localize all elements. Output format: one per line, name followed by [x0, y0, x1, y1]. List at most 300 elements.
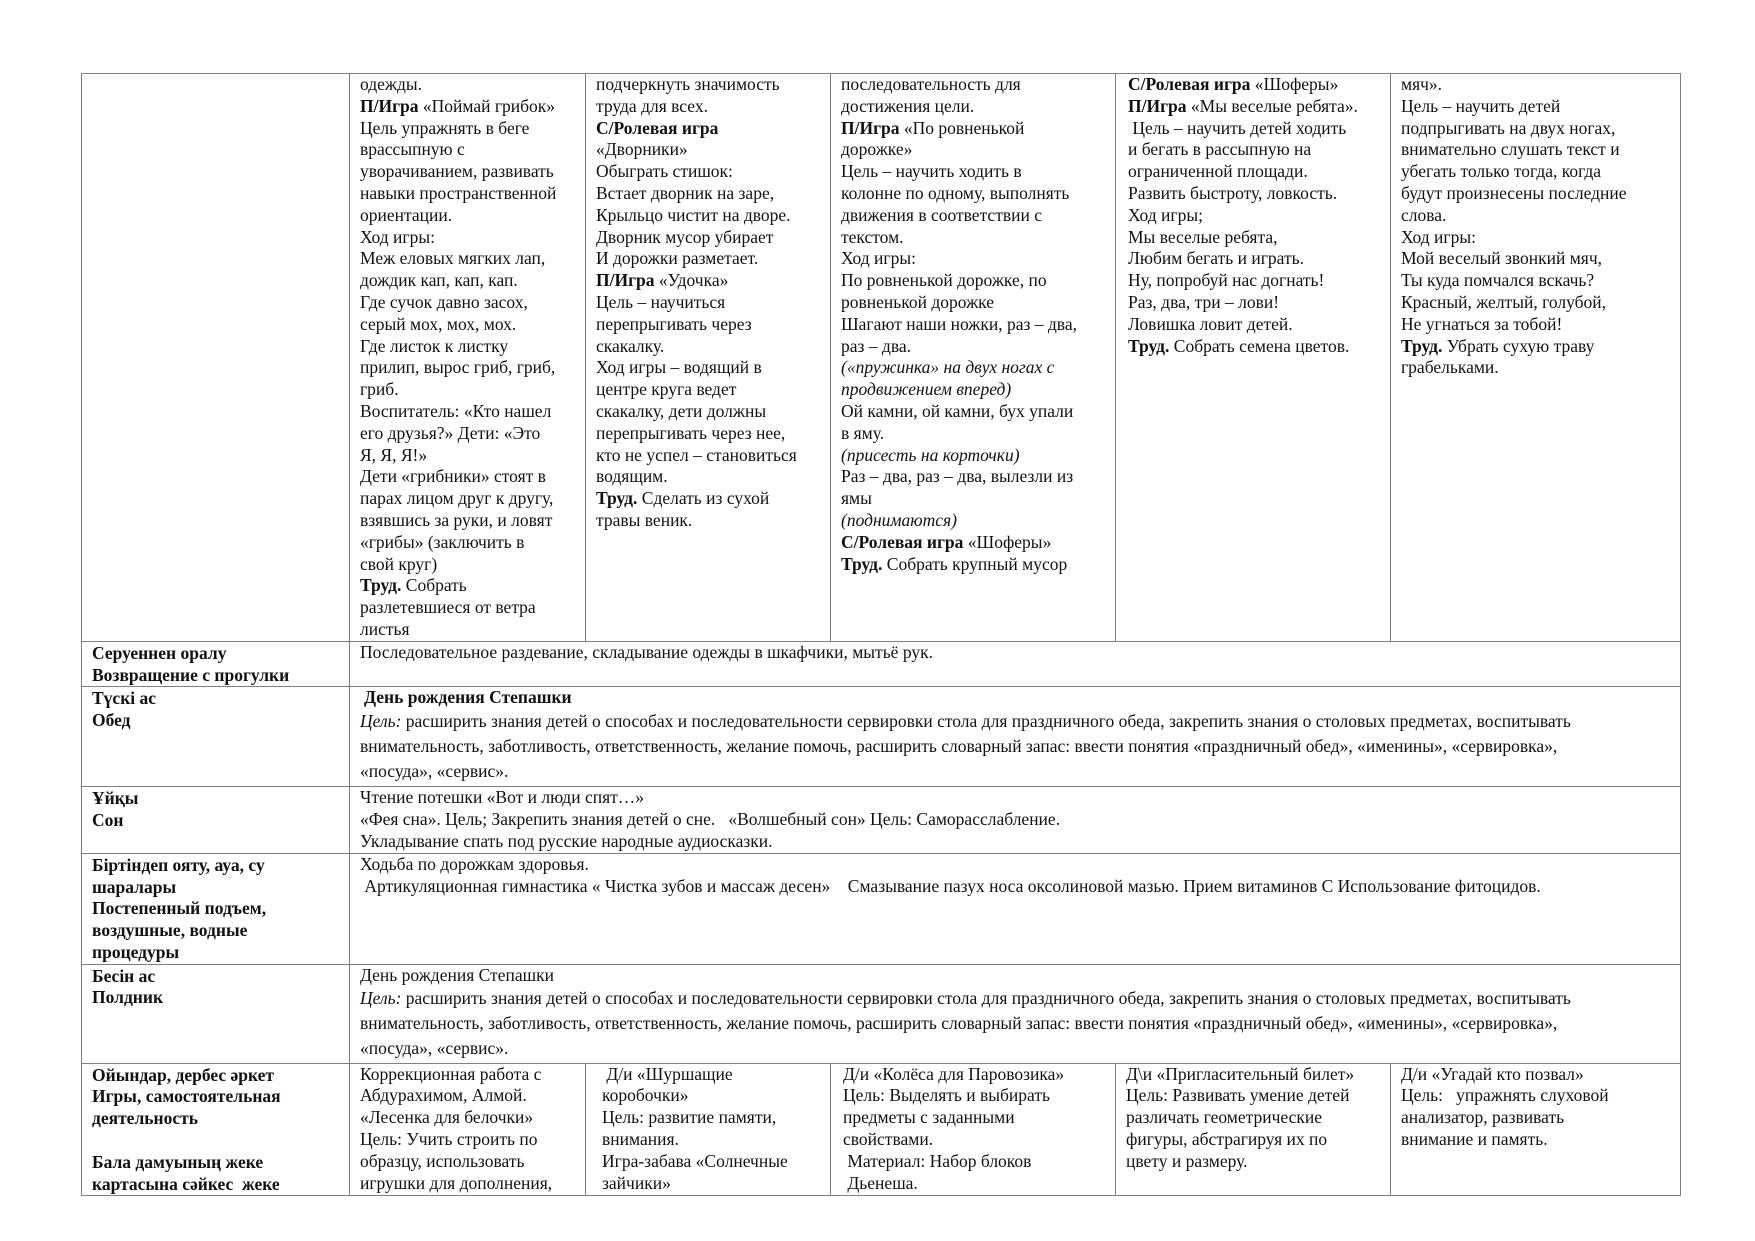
line-text: ямы — [841, 488, 872, 509]
text-line: Абдурахимом, Алмой. — [360, 1085, 527, 1106]
text-line — [1401, 314, 1670, 336]
line-text: «По ровненькой — [899, 117, 1025, 138]
walk-col-5 — [1391, 74, 1681, 642]
line-text: Где листок к листку — [360, 335, 509, 356]
walk-row — [82, 74, 1681, 642]
text-line — [1128, 183, 1380, 205]
line-text: «Дворники» — [596, 139, 688, 160]
text-line — [596, 292, 820, 314]
text-line: образцу, использовать — [360, 1150, 525, 1171]
snack-goal-text: расширить знания детей о способах и последовательности сервировки стола для праздничного обеда, закрепить знания о столовых предметах, воспитывать — [401, 988, 1571, 1009]
text-line — [841, 401, 1105, 423]
text-line: игрушки для дополнения, — [360, 1172, 553, 1193]
text-line: воздушные, водные — [92, 920, 248, 941]
text-line — [360, 423, 575, 445]
bold-label: С/Ролевая игра — [596, 117, 719, 138]
text-line: Д/и «Угадай кто позвал» — [1401, 1063, 1584, 1084]
line-text: Цель – научить детей — [1401, 95, 1561, 116]
sleep-row — [82, 787, 1681, 853]
line-text: «Мы веселые ребята». — [1186, 95, 1358, 116]
line-text: Мы веселые ребята, — [1128, 226, 1278, 247]
text-line: Цель: упражнять слуховой — [1401, 1085, 1609, 1106]
return-label-ru: Возвращение с прогулки — [92, 664, 290, 685]
bold-label: П/Игра — [596, 270, 655, 291]
line-text: врассыпную с — [360, 139, 465, 160]
text-line — [1401, 336, 1670, 358]
text-line — [1401, 74, 1670, 96]
bold-label: С/Ролевая игра — [841, 531, 964, 552]
lunch-goal-label: Цель: — [360, 711, 402, 732]
text-line: анализатор, развивать — [1401, 1107, 1565, 1128]
line-text: Дети «грибники» стоят в — [360, 466, 546, 487]
line-text: дождик кап, кап, кап. — [360, 270, 518, 291]
line-text: взявшись за руки, и ловят — [360, 509, 553, 530]
text-line — [360, 336, 575, 358]
text-line: различать геометрические — [1126, 1107, 1323, 1128]
line-text: скакалку. — [596, 335, 665, 356]
line-text: И дорожки разметает. — [596, 248, 759, 269]
text-line — [596, 423, 820, 445]
line-text: перепрыгивать через нее, — [596, 422, 786, 443]
lunch-goal-line-2: внимательность, заботливость, ответственность, желание помочь, расширить словарный запас: ввести понятия «праздничный обед», «именины», «сервировка», — [360, 736, 1558, 757]
text-line — [841, 183, 1105, 205]
line-text: Ну, попробуй нас догнать! — [1128, 270, 1325, 291]
line-text: достижения цели. — [841, 95, 975, 116]
line-text: разлетевшиеся от ветра — [360, 597, 536, 618]
return-text: Последовательное раздевание, складывание одежды в шкафчики, мытьё рук. — [360, 641, 933, 662]
line-text: травы веник. — [596, 509, 693, 530]
text-line — [360, 357, 575, 379]
text-line — [360, 314, 575, 336]
snack-goal-line — [360, 986, 1670, 1011]
text-line — [360, 597, 575, 619]
text-line — [1128, 314, 1380, 336]
text-line — [596, 466, 820, 488]
line-text: «Шоферы» — [1250, 74, 1339, 94]
wakeup-label — [82, 853, 350, 964]
text-line — [360, 575, 575, 597]
line-text: навыки пространственной — [360, 182, 557, 203]
line-text: текстом. — [841, 226, 904, 247]
line-text: подпрыгивать на двух ногах, — [1401, 117, 1616, 138]
text-line — [841, 379, 1105, 401]
line-text: Воспитатель: «Кто нашел — [360, 400, 552, 421]
line-text: кто не успел – становиться — [596, 444, 797, 465]
walk-col-2 — [586, 74, 831, 642]
text-line — [596, 227, 820, 249]
line-text: будут произнесены последние — [1401, 182, 1627, 203]
text-line — [841, 445, 1105, 467]
text-line: внимания. — [602, 1129, 679, 1150]
text-line: Цель: Выделять и выбирать — [843, 1085, 1050, 1106]
lunch-label — [82, 687, 350, 787]
sleep-line-3: Укладывание спать под русские народные аудиосказки. — [360, 830, 773, 851]
text-line — [92, 1130, 339, 1152]
line-text: Мой веселый звонкий мяч, — [1401, 248, 1603, 269]
line-text: прилип, вырос гриб, гриб, — [360, 357, 556, 378]
snack-row — [82, 964, 1681, 1063]
games-col-1 — [350, 1063, 586, 1196]
text-line — [1128, 248, 1380, 270]
walk-label-cell — [82, 74, 350, 642]
line-text: По ровненькой дорожке, по — [841, 270, 1047, 291]
text-line — [1401, 118, 1670, 140]
text-line: Д/и «Шуршащие — [602, 1063, 733, 1084]
text-line: Игра-забава «Солнечные — [602, 1150, 788, 1171]
text-line — [360, 466, 575, 488]
lunch-title: День рождения Степашки — [364, 687, 572, 708]
line-text: труда для всех. — [596, 95, 708, 116]
italic-note: (присесть на корточки) — [841, 444, 1020, 465]
games-col-2 — [586, 1063, 831, 1196]
snack-goal-line-3: «посуда», «сервис». — [360, 1038, 509, 1059]
line-text: Крыльцо чистит на дворе. — [596, 204, 791, 225]
line-text: свой круг) — [360, 553, 438, 574]
text-line — [841, 554, 1105, 576]
text-line — [841, 139, 1105, 161]
sleep-content — [350, 787, 1681, 853]
wakeup-line-2: Артикуляционная гимнастика « Чистка зубов и массаж десен» Смазывание пазух носа оксолиновой мазью. Прием витаминов С Использование фитоцидов. — [360, 875, 1541, 896]
text-line: Бала дамуының жеке — [92, 1151, 264, 1172]
line-text: Не угнаться за тобой! — [1401, 313, 1563, 334]
games-row — [82, 1063, 1681, 1196]
text-line — [360, 379, 575, 401]
text-line — [841, 532, 1105, 554]
text-line — [1128, 118, 1380, 140]
text-line — [841, 205, 1105, 227]
text-line: Цель: Развивать умение детей — [1126, 1085, 1350, 1106]
text-line: свойствами. — [843, 1129, 934, 1150]
games-col-5 — [1391, 1063, 1681, 1196]
bold-label: П/Игра — [360, 95, 419, 116]
line-text: скакалку, дети должны — [596, 400, 767, 421]
line-text: Ой камни, ой камни, бух упали — [841, 400, 1074, 421]
lunch-goal-line-3: «посуда», «сервис». — [360, 761, 509, 782]
daily-plan-table — [81, 73, 1681, 1196]
text-line — [596, 183, 820, 205]
text-line — [360, 292, 575, 314]
text-line — [596, 205, 820, 227]
text-line — [1128, 270, 1380, 292]
line-text: ровненькой дорожке — [841, 291, 994, 312]
line-text: Встает дворник на заре, — [596, 182, 775, 203]
text-line — [360, 445, 575, 467]
text-line — [841, 357, 1105, 379]
text-line — [360, 488, 575, 510]
text-line — [841, 423, 1105, 445]
text-line — [841, 248, 1105, 270]
text-line — [360, 96, 575, 118]
return-content — [350, 641, 1681, 687]
line-text: «Шоферы» — [963, 531, 1052, 552]
text-line — [360, 532, 575, 554]
return-label-kz: Серуеннен оралу — [92, 642, 227, 663]
sleep-line-2: «Фея сна». Цель; Закрепить знания детей о сне. «Волшебный сон» Цель: Саморасслабление. — [360, 809, 1061, 830]
text-line — [596, 401, 820, 423]
games-col-3 — [831, 1063, 1116, 1196]
line-text: гриб. — [360, 379, 399, 400]
text-line: фигуры, абстрагируя их по — [1126, 1129, 1328, 1150]
text-line — [360, 227, 575, 249]
lunch-row — [82, 687, 1681, 787]
text-line — [360, 248, 575, 270]
line-text: мяч». — [1401, 74, 1443, 94]
line-text: «Поймай грибок» — [418, 95, 556, 116]
line-text: «Удочка» — [654, 270, 729, 291]
text-line — [1401, 205, 1670, 227]
text-line — [841, 96, 1105, 118]
walk-col-3 — [831, 74, 1116, 642]
snack-label — [82, 964, 350, 1063]
line-text: Ты куда помчался вскачь? — [1401, 270, 1595, 291]
bold-label: Труд. — [841, 553, 883, 574]
text-line — [1128, 161, 1380, 183]
text-line — [596, 96, 820, 118]
text-line: «Лесенка для белочки» — [360, 1107, 534, 1128]
text-line: коробочки» — [602, 1085, 689, 1106]
return-row — [82, 641, 1681, 687]
sleep-label — [82, 787, 350, 853]
snack-goal-label: Цель: — [360, 988, 402, 1009]
line-text: Я, Я, Я!» — [360, 444, 428, 465]
text-line — [596, 445, 820, 467]
text-line: картасына сәйкес жеке — [92, 1173, 280, 1194]
text-line: внимание и память. — [1401, 1129, 1548, 1150]
lunch-label-ru: Обед — [92, 710, 131, 731]
text-line — [1401, 227, 1670, 249]
text-line: Д\и «Пригласительный билет» — [1126, 1063, 1355, 1084]
text-line: Постепенный подъем, — [92, 898, 267, 919]
text-line — [1128, 74, 1380, 96]
line-text: раз – два. — [841, 335, 912, 356]
text-line — [360, 139, 575, 161]
text-line: Д/и «Колёса для Паровозика» — [843, 1063, 1065, 1084]
line-text: Сделать из сухой — [637, 488, 770, 509]
line-text: Развить быстроту, ловкость. — [1128, 182, 1338, 203]
text-line — [360, 270, 575, 292]
text-line — [596, 74, 820, 96]
snack-title: День рождения Степашки — [360, 964, 554, 985]
text-line: цвету и размеру. — [1126, 1150, 1248, 1171]
italic-note: продвижением вперед) — [841, 379, 1012, 400]
walk-col-1 — [350, 74, 586, 642]
text-line — [360, 183, 575, 205]
text-line — [596, 510, 820, 532]
line-text: Ход игры – водящий в — [596, 357, 762, 378]
text-line: Коррекционная работа с — [360, 1063, 542, 1084]
text-line: Цель: развитие памяти, — [602, 1107, 777, 1128]
text-line — [596, 379, 820, 401]
document-page — [81, 73, 1680, 1196]
games-label — [82, 1063, 350, 1196]
line-text: слова. — [1401, 204, 1447, 225]
snack-label-ru: Полдник — [92, 987, 164, 1008]
bold-label: П/Игра — [1128, 95, 1187, 116]
line-text: подчеркнуть значимость — [596, 74, 780, 94]
line-text: последовательность для — [841, 74, 1021, 94]
line-text: центре круга ведет — [596, 379, 737, 400]
line-text: серый мох, мох, мох. — [360, 313, 517, 334]
text-line: Цель: Учить строить по — [360, 1129, 538, 1150]
line-text: Собрать крупный мусор — [882, 553, 1068, 574]
text-line — [360, 161, 575, 183]
text-line — [596, 270, 820, 292]
bold-label: Труд. — [1128, 335, 1170, 356]
line-text: Убрать сухую траву — [1442, 335, 1595, 356]
line-text: его друзья?» Дети: «Это — [360, 422, 541, 443]
bold-label: П/Игра — [841, 117, 900, 138]
text-line — [841, 510, 1105, 532]
walk-col-4 — [1116, 74, 1391, 642]
text-line — [1401, 96, 1670, 118]
text-line: шаралары — [92, 876, 177, 897]
line-text: Раз – два, раз – два, вылезли из — [841, 466, 1074, 487]
line-text: в яму. — [841, 422, 885, 443]
line-text: парах лицом друг к другу, — [360, 488, 554, 509]
text-line — [596, 139, 820, 161]
line-text: и бегать в рассыпную на — [1128, 139, 1312, 160]
snack-label-kz: Бесін ас — [92, 965, 156, 986]
text-line — [596, 488, 820, 510]
line-text: водящим. — [596, 466, 668, 487]
wakeup-line-1: Ходьба по дорожкам здоровья. — [360, 853, 589, 874]
text-line — [841, 292, 1105, 314]
return-label — [82, 641, 350, 687]
italic-note: («пружинка» на двух ногах с — [841, 357, 1055, 378]
text-line — [1401, 248, 1670, 270]
games-col-4 — [1116, 1063, 1391, 1196]
text-line — [596, 248, 820, 270]
sleep-label-ru: Сон — [92, 810, 124, 831]
text-line — [596, 118, 820, 140]
text-line: предметы с заданными — [843, 1107, 1015, 1128]
text-line — [1128, 205, 1380, 227]
text-line — [596, 357, 820, 379]
text-line — [841, 118, 1105, 140]
line-text: движения в соответствии с — [841, 204, 1042, 225]
text-line — [841, 336, 1105, 358]
text-line — [1128, 139, 1380, 161]
line-text: Ход игры: — [360, 226, 435, 247]
text-line — [1128, 227, 1380, 249]
bold-label: Труд. — [360, 575, 402, 596]
text-line — [360, 619, 575, 641]
lunch-content — [350, 687, 1681, 787]
lunch-label-kz: Түскі ас — [92, 688, 157, 709]
line-text: Цель упражнять в беге — [360, 117, 530, 138]
sleep-label-kz: Ұйқы — [92, 788, 139, 809]
line-text: грабельками. — [1401, 357, 1499, 378]
lunch-goal-line — [360, 709, 1670, 734]
line-text: Собрать семена цветов. — [1169, 335, 1350, 356]
snack-goal-line-2: внимательность, заботливость, ответственность, желание помочь, расширить словарный запас: ввести понятия «праздничный обед», «именины», «сервировка», — [360, 1013, 1558, 1034]
text-line — [1128, 336, 1380, 358]
line-text: Цель – научить ходить в — [841, 161, 1022, 182]
line-text: убегать только тогда, когда — [1401, 161, 1602, 182]
line-text: Ход игры: — [1401, 226, 1476, 247]
line-text: Любим бегать и играть. — [1128, 248, 1304, 269]
wakeup-content — [350, 853, 1681, 964]
bold-label: Труд. — [1401, 335, 1443, 356]
bold-label: С/Ролевая игра — [1128, 74, 1251, 94]
text-line — [1401, 139, 1670, 161]
line-text: Где сучок давно засох, — [360, 291, 528, 312]
text-line — [1401, 161, 1670, 183]
line-text: колонне по одному, выполнять — [841, 182, 1070, 203]
line-text: Дворник мусор убирает — [596, 226, 774, 247]
line-text: Ловишка ловит детей. — [1128, 313, 1293, 334]
line-text: листья — [360, 618, 410, 639]
text-line — [1401, 357, 1670, 379]
text-line — [360, 118, 575, 140]
text-line: Ойындар, дербес әркет — [92, 1064, 275, 1085]
text-line — [1401, 270, 1670, 292]
line-text: Собрать — [401, 575, 467, 596]
text-line — [596, 161, 820, 183]
line-text: Шагают наши ножки, раз – два, — [841, 313, 1077, 334]
text-line: зайчики» — [602, 1172, 671, 1193]
line-text: дорожке» — [841, 139, 913, 160]
snack-content — [350, 964, 1681, 1063]
text-line — [1401, 183, 1670, 205]
text-line — [841, 227, 1105, 249]
text-line — [360, 401, 575, 423]
text-line — [841, 488, 1105, 510]
line-text: одежды. — [360, 74, 423, 94]
italic-note: (поднимаются) — [841, 509, 958, 530]
line-text: ориентации. — [360, 204, 453, 225]
text-line: деятельность — [92, 1108, 198, 1129]
text-line — [841, 74, 1105, 96]
text-line — [841, 161, 1105, 183]
line-text: Меж еловых мягких лап, — [360, 248, 546, 269]
sleep-line-1: Чтение потешки «Вот и люди спят…» — [360, 787, 645, 808]
text-line: Игры, самостоятельная — [92, 1086, 281, 1107]
text-line — [841, 314, 1105, 336]
text-line — [360, 74, 575, 96]
line-text: «грибы» (заключить в — [360, 531, 525, 552]
line-text: Раз, два, три – лови! — [1128, 291, 1280, 312]
text-line — [841, 270, 1105, 292]
line-text: перепрыгивать через — [596, 313, 752, 334]
line-text: Красный, желтый, голубой, — [1401, 291, 1606, 312]
text-line: Біртіндеп ояту, ауа, су — [92, 854, 265, 875]
text-line — [360, 554, 575, 576]
text-line: Материал: Набор блоков — [843, 1150, 1032, 1171]
text-line: Дьенеша. — [843, 1172, 918, 1193]
line-text: ограниченной площади. — [1128, 161, 1308, 182]
line-text: внимательно слушать текст и — [1401, 139, 1620, 160]
line-text: Цель – научить детей ходить — [1128, 117, 1347, 138]
text-line — [1401, 292, 1670, 314]
text-line — [360, 205, 575, 227]
text-line — [1128, 292, 1380, 314]
lunch-goal-text: расширить знания детей о способах и последовательности сервировки стола для праздничного обеда, закрепить знания о столовых предметах, воспитывать — [401, 711, 1571, 732]
text-line — [1128, 96, 1380, 118]
text-line — [596, 336, 820, 358]
line-text: Ход игры; — [1128, 204, 1203, 225]
line-text: Ход игры: — [841, 248, 916, 269]
wakeup-row — [82, 853, 1681, 964]
line-text: уворачиванием, развивать — [360, 161, 554, 182]
line-text: Цель – научиться — [596, 291, 726, 312]
text-line — [841, 466, 1105, 488]
bold-label: Труд. — [596, 488, 638, 509]
text-line — [360, 510, 575, 532]
text-line: процедуры — [92, 941, 180, 962]
line-text: Обыграть стишок: — [596, 161, 733, 182]
text-line — [596, 314, 820, 336]
